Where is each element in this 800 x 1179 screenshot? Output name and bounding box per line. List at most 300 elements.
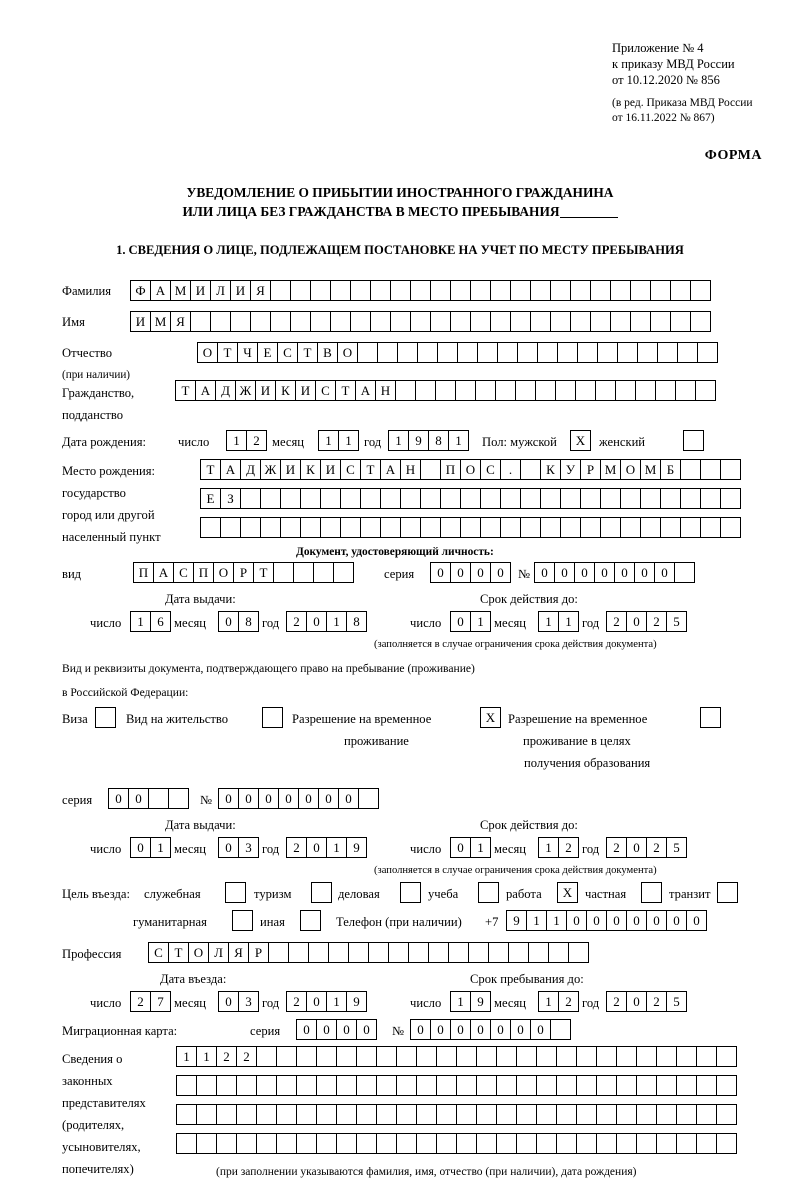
- cell[interactable]: 0: [634, 562, 655, 583]
- cell[interactable]: А: [153, 562, 174, 583]
- name-input[interactable]: [130, 311, 710, 332]
- cell[interactable]: [610, 280, 631, 301]
- cell[interactable]: [320, 488, 341, 509]
- cell[interactable]: [620, 488, 641, 509]
- cell[interactable]: [435, 380, 456, 401]
- cell[interactable]: [316, 1075, 337, 1096]
- cell[interactable]: [570, 311, 591, 332]
- cell[interactable]: [470, 311, 491, 332]
- cell[interactable]: [640, 488, 661, 509]
- cell[interactable]: 1: [546, 910, 567, 931]
- cell[interactable]: [468, 942, 489, 963]
- cell[interactable]: [450, 280, 471, 301]
- cell[interactable]: [477, 342, 498, 363]
- cell[interactable]: [436, 1046, 457, 1067]
- profession-input[interactable]: [148, 942, 588, 963]
- cell[interactable]: 6: [150, 611, 171, 632]
- cell[interactable]: [370, 280, 391, 301]
- cell[interactable]: [476, 1046, 497, 1067]
- cell[interactable]: [356, 1104, 377, 1125]
- cell[interactable]: [656, 1104, 677, 1125]
- cell[interactable]: 1: [338, 430, 359, 451]
- cell[interactable]: [657, 342, 678, 363]
- cell[interactable]: 2: [216, 1046, 237, 1067]
- cell[interactable]: Т: [200, 459, 221, 480]
- cell[interactable]: [517, 342, 538, 363]
- cell[interactable]: [615, 380, 636, 401]
- cell[interactable]: 1: [450, 991, 471, 1012]
- cell[interactable]: 0: [410, 1019, 431, 1040]
- cell[interactable]: [696, 1046, 717, 1067]
- cell[interactable]: [380, 517, 401, 538]
- cell[interactable]: [620, 517, 641, 538]
- cell[interactable]: [308, 942, 329, 963]
- cell[interactable]: [576, 1104, 597, 1125]
- cell[interactable]: 8: [346, 611, 367, 632]
- cell[interactable]: [596, 1046, 617, 1067]
- cell[interactable]: [240, 488, 261, 509]
- cell[interactable]: [480, 488, 501, 509]
- cell[interactable]: [590, 280, 611, 301]
- cell[interactable]: [336, 1104, 357, 1125]
- cell[interactable]: [276, 1133, 297, 1154]
- cell[interactable]: 0: [218, 788, 239, 809]
- cell[interactable]: [356, 1046, 377, 1067]
- cell[interactable]: О: [337, 342, 358, 363]
- cell[interactable]: [680, 459, 701, 480]
- cell[interactable]: [300, 488, 321, 509]
- legal-rep-row-1-input[interactable]: [176, 1046, 736, 1067]
- cell[interactable]: [576, 1046, 597, 1067]
- cell[interactable]: [695, 380, 716, 401]
- cell[interactable]: [700, 488, 721, 509]
- cell[interactable]: [530, 311, 551, 332]
- cell[interactable]: [537, 342, 558, 363]
- cell[interactable]: [290, 311, 311, 332]
- cell[interactable]: [196, 1133, 217, 1154]
- cell[interactable]: [320, 517, 341, 538]
- cell[interactable]: [556, 1104, 577, 1125]
- cell[interactable]: [600, 517, 621, 538]
- cell[interactable]: [210, 311, 231, 332]
- cell[interactable]: Ж: [260, 459, 281, 480]
- stay-until-year-input[interactable]: [606, 991, 686, 1012]
- cell[interactable]: [636, 1075, 657, 1096]
- cell[interactable]: [148, 788, 169, 809]
- cell[interactable]: М: [600, 459, 621, 480]
- cell[interactable]: Л: [210, 280, 231, 301]
- cell[interactable]: [610, 311, 631, 332]
- cell[interactable]: 0: [510, 1019, 531, 1040]
- cell[interactable]: [437, 342, 458, 363]
- cell[interactable]: [630, 280, 651, 301]
- cell[interactable]: [256, 1046, 277, 1067]
- cell[interactable]: [293, 562, 314, 583]
- cell[interactable]: [700, 517, 721, 538]
- cell[interactable]: [660, 488, 681, 509]
- cell[interactable]: [290, 280, 311, 301]
- cell[interactable]: 7: [150, 991, 171, 1012]
- cell[interactable]: [520, 517, 541, 538]
- cell[interactable]: 0: [614, 562, 635, 583]
- cell[interactable]: 1: [526, 910, 547, 931]
- cell[interactable]: Т: [360, 459, 381, 480]
- cell[interactable]: [276, 1046, 297, 1067]
- cell[interactable]: [436, 1075, 457, 1096]
- cell[interactable]: Т: [168, 942, 189, 963]
- cell[interactable]: [640, 517, 661, 538]
- cell[interactable]: С: [148, 942, 169, 963]
- cell[interactable]: М: [150, 311, 171, 332]
- cell[interactable]: [476, 1104, 497, 1125]
- migration-number-input[interactable]: [410, 1019, 570, 1040]
- cell[interactable]: [616, 1133, 637, 1154]
- cell[interactable]: Н: [400, 459, 421, 480]
- cell[interactable]: [330, 311, 351, 332]
- cell[interactable]: [420, 517, 441, 538]
- cell[interactable]: 2: [646, 991, 667, 1012]
- cell[interactable]: .: [500, 459, 521, 480]
- residence-permit-checkbox[interactable]: [262, 707, 283, 728]
- cell[interactable]: 0: [356, 1019, 377, 1040]
- cell[interactable]: 9: [506, 910, 527, 931]
- cell[interactable]: 0: [430, 562, 451, 583]
- cell[interactable]: 0: [278, 788, 299, 809]
- cell[interactable]: [276, 1104, 297, 1125]
- cell[interactable]: [456, 1133, 477, 1154]
- cell[interactable]: [316, 1104, 337, 1125]
- cell[interactable]: [400, 488, 421, 509]
- cell[interactable]: 0: [306, 991, 327, 1012]
- cell[interactable]: 0: [450, 837, 471, 858]
- cell[interactable]: 1: [448, 430, 469, 451]
- cell[interactable]: [456, 1046, 477, 1067]
- cell[interactable]: Т: [297, 342, 318, 363]
- cell[interactable]: Е: [257, 342, 278, 363]
- cell[interactable]: [475, 380, 496, 401]
- cell[interactable]: А: [220, 459, 241, 480]
- cell[interactable]: [336, 1133, 357, 1154]
- cell[interactable]: [650, 280, 671, 301]
- cell[interactable]: [236, 1104, 257, 1125]
- cell[interactable]: [676, 1075, 697, 1096]
- stay-valid-year-input[interactable]: [606, 837, 686, 858]
- cell[interactable]: [540, 517, 561, 538]
- cell[interactable]: У: [560, 459, 581, 480]
- cell[interactable]: [676, 1133, 697, 1154]
- cell[interactable]: А: [355, 380, 376, 401]
- cell[interactable]: 2: [130, 991, 151, 1012]
- cell[interactable]: [270, 311, 291, 332]
- cell[interactable]: [376, 1133, 397, 1154]
- cell[interactable]: [616, 1046, 637, 1067]
- cell[interactable]: 1: [538, 991, 559, 1012]
- cell[interactable]: 2: [558, 837, 579, 858]
- sex-male-checkbox[interactable]: Х: [570, 430, 591, 451]
- stay-valid-month-input[interactable]: [538, 837, 578, 858]
- cell[interactable]: 0: [318, 788, 339, 809]
- cell[interactable]: И: [320, 459, 341, 480]
- cell[interactable]: [260, 488, 281, 509]
- cell[interactable]: [196, 1075, 217, 1096]
- cell[interactable]: 2: [286, 611, 307, 632]
- cell[interactable]: [675, 380, 696, 401]
- cell[interactable]: 0: [470, 1019, 491, 1040]
- purpose-option-checkbox-1[interactable]: [311, 882, 332, 903]
- cell[interactable]: [270, 280, 291, 301]
- cell[interactable]: [536, 1075, 557, 1096]
- legal-rep-row-4-input[interactable]: [176, 1133, 736, 1154]
- identity-issue-year-input[interactable]: [286, 611, 366, 632]
- cell[interactable]: 0: [336, 1019, 357, 1040]
- cell[interactable]: 2: [286, 991, 307, 1012]
- birth-month-input[interactable]: [318, 430, 358, 451]
- cell[interactable]: О: [620, 459, 641, 480]
- cell[interactable]: 0: [238, 788, 259, 809]
- cell[interactable]: [250, 311, 271, 332]
- cell[interactable]: П: [133, 562, 154, 583]
- identity-doc-number-input[interactable]: [534, 562, 694, 583]
- cell[interactable]: [530, 280, 551, 301]
- cell[interactable]: 0: [218, 837, 239, 858]
- cell[interactable]: А: [195, 380, 216, 401]
- cell[interactable]: [550, 280, 571, 301]
- cell[interactable]: [716, 1075, 737, 1096]
- cell[interactable]: [696, 1133, 717, 1154]
- purpose-option-checkbox-6[interactable]: [717, 882, 738, 903]
- cell[interactable]: [288, 942, 309, 963]
- cell[interactable]: [528, 942, 549, 963]
- cell[interactable]: [176, 1133, 197, 1154]
- cell[interactable]: [480, 517, 501, 538]
- cell[interactable]: [396, 1133, 417, 1154]
- cell[interactable]: 0: [306, 611, 327, 632]
- cell[interactable]: 0: [530, 1019, 551, 1040]
- cell[interactable]: 0: [626, 611, 647, 632]
- cell[interactable]: [476, 1133, 497, 1154]
- cell[interactable]: [200, 517, 221, 538]
- cell[interactable]: 2: [558, 991, 579, 1012]
- cell[interactable]: [380, 488, 401, 509]
- cell[interactable]: И: [130, 311, 151, 332]
- cell[interactable]: [596, 1133, 617, 1154]
- cell[interactable]: [440, 488, 461, 509]
- cell[interactable]: 0: [450, 562, 471, 583]
- cell[interactable]: [396, 1075, 417, 1096]
- cell[interactable]: [670, 311, 691, 332]
- cell[interactable]: [556, 1046, 577, 1067]
- cell[interactable]: [508, 942, 529, 963]
- cell[interactable]: [495, 380, 516, 401]
- cell[interactable]: [376, 1046, 397, 1067]
- cell[interactable]: И: [190, 280, 211, 301]
- cell[interactable]: [720, 488, 741, 509]
- cell[interactable]: Т: [175, 380, 196, 401]
- cell[interactable]: [356, 1133, 377, 1154]
- visa-checkbox[interactable]: [95, 707, 116, 728]
- cell[interactable]: [368, 942, 389, 963]
- cell[interactable]: Б: [660, 459, 681, 480]
- cell[interactable]: [496, 1075, 517, 1096]
- cell[interactable]: [428, 942, 449, 963]
- cell[interactable]: [168, 788, 189, 809]
- cell[interactable]: 8: [238, 611, 259, 632]
- cell[interactable]: 0: [490, 1019, 511, 1040]
- cell[interactable]: [690, 280, 711, 301]
- cell[interactable]: [430, 280, 451, 301]
- cell[interactable]: [520, 459, 541, 480]
- cell[interactable]: [416, 1046, 437, 1067]
- cell[interactable]: [360, 488, 381, 509]
- birthplace-row-1-input[interactable]: [200, 459, 740, 480]
- cell[interactable]: [470, 280, 491, 301]
- cell[interactable]: [676, 1104, 697, 1125]
- cell[interactable]: 1: [538, 837, 559, 858]
- cell[interactable]: [637, 342, 658, 363]
- cell[interactable]: [420, 488, 441, 509]
- cell[interactable]: [240, 517, 261, 538]
- cell[interactable]: [348, 942, 369, 963]
- legal-rep-row-2-input[interactable]: [176, 1075, 736, 1096]
- cell[interactable]: 0: [574, 562, 595, 583]
- cell[interactable]: [400, 517, 421, 538]
- cell[interactable]: 0: [218, 991, 239, 1012]
- cell[interactable]: [457, 342, 478, 363]
- cell[interactable]: 1: [538, 611, 559, 632]
- cell[interactable]: [316, 1046, 337, 1067]
- cell[interactable]: [510, 280, 531, 301]
- cell[interactable]: Р: [580, 459, 601, 480]
- cell[interactable]: С: [340, 459, 361, 480]
- cell[interactable]: 1: [226, 430, 247, 451]
- cell[interactable]: 3: [238, 837, 259, 858]
- cell[interactable]: 2: [246, 430, 267, 451]
- cell[interactable]: А: [380, 459, 401, 480]
- cell[interactable]: [360, 517, 381, 538]
- purpose-option-checkbox-3[interactable]: [478, 882, 499, 903]
- cell[interactable]: [256, 1104, 277, 1125]
- cell[interactable]: [280, 517, 301, 538]
- legal-rep-row-3-input[interactable]: [176, 1104, 736, 1125]
- cell[interactable]: К: [540, 459, 561, 480]
- cell[interactable]: [300, 517, 321, 538]
- cell[interactable]: [690, 311, 711, 332]
- cell[interactable]: 0: [654, 562, 675, 583]
- cell[interactable]: [440, 517, 461, 538]
- cell[interactable]: [416, 1133, 437, 1154]
- cell[interactable]: [260, 517, 281, 538]
- cell[interactable]: 3: [238, 991, 259, 1012]
- cell[interactable]: [548, 942, 569, 963]
- cell[interactable]: 0: [450, 611, 471, 632]
- cell[interactable]: [636, 1133, 657, 1154]
- cell[interactable]: А: [150, 280, 171, 301]
- cell[interactable]: [376, 1075, 397, 1096]
- cell[interactable]: С: [173, 562, 194, 583]
- cell[interactable]: [536, 1046, 557, 1067]
- stay-doc-series-input[interactable]: [108, 788, 188, 809]
- purpose-option-checkbox-0[interactable]: [225, 882, 246, 903]
- cell[interactable]: [396, 1104, 417, 1125]
- cell[interactable]: [696, 1075, 717, 1096]
- cell[interactable]: 0: [306, 837, 327, 858]
- cell[interactable]: 2: [606, 837, 627, 858]
- cell[interactable]: [397, 342, 418, 363]
- cell[interactable]: [280, 488, 301, 509]
- cell[interactable]: [357, 342, 378, 363]
- cell[interactable]: З: [220, 488, 241, 509]
- cell[interactable]: 1: [130, 611, 151, 632]
- cell[interactable]: [676, 1046, 697, 1067]
- cell[interactable]: [176, 1104, 197, 1125]
- purpose-option-checkbox-4[interactable]: Х: [557, 882, 578, 903]
- cell[interactable]: 0: [686, 910, 707, 931]
- cell[interactable]: [617, 342, 638, 363]
- cell[interactable]: [330, 280, 351, 301]
- cell[interactable]: 2: [286, 837, 307, 858]
- cell[interactable]: [336, 1075, 357, 1096]
- stay-issue-month-input[interactable]: [218, 837, 258, 858]
- cell[interactable]: [656, 1133, 677, 1154]
- cell[interactable]: [358, 788, 379, 809]
- cell[interactable]: Т: [253, 562, 274, 583]
- cell[interactable]: [408, 942, 429, 963]
- cell[interactable]: [336, 1046, 357, 1067]
- cell[interactable]: 1: [388, 430, 409, 451]
- cell[interactable]: Л: [208, 942, 229, 963]
- cell[interactable]: 0: [626, 837, 647, 858]
- cell[interactable]: [456, 1075, 477, 1096]
- cell[interactable]: [556, 1133, 577, 1154]
- cell[interactable]: [460, 517, 481, 538]
- cell[interactable]: [580, 488, 601, 509]
- cell[interactable]: Р: [233, 562, 254, 583]
- cell[interactable]: 0: [566, 910, 587, 931]
- cell[interactable]: [230, 311, 251, 332]
- cell[interactable]: [535, 380, 556, 401]
- cell[interactable]: [196, 1104, 217, 1125]
- cell[interactable]: [550, 311, 571, 332]
- edu-residence-checkbox[interactable]: [700, 707, 721, 728]
- cell[interactable]: [697, 342, 718, 363]
- purpose-option-checkbox-2[interactable]: [400, 882, 421, 903]
- cell[interactable]: [700, 459, 721, 480]
- cell[interactable]: 1: [196, 1046, 217, 1067]
- cell[interactable]: [580, 517, 601, 538]
- entry-month-input[interactable]: [218, 991, 258, 1012]
- cell[interactable]: [540, 488, 561, 509]
- cell[interactable]: [510, 311, 531, 332]
- cell[interactable]: [296, 1046, 317, 1067]
- cell[interactable]: [516, 1133, 537, 1154]
- cell[interactable]: [655, 380, 676, 401]
- cell[interactable]: [390, 280, 411, 301]
- purpose-option-checkbox-7[interactable]: [232, 910, 253, 931]
- cell[interactable]: [635, 380, 656, 401]
- cell[interactable]: [273, 562, 294, 583]
- cell[interactable]: [520, 488, 541, 509]
- cell[interactable]: [356, 1075, 377, 1096]
- cell[interactable]: 5: [666, 991, 687, 1012]
- cell[interactable]: [636, 1104, 657, 1125]
- cell[interactable]: [616, 1104, 637, 1125]
- cell[interactable]: [636, 1046, 657, 1067]
- sex-female-checkbox[interactable]: [683, 430, 704, 451]
- cell[interactable]: [395, 380, 416, 401]
- cell[interactable]: [720, 459, 741, 480]
- cell[interactable]: 1: [326, 837, 347, 858]
- cell[interactable]: [497, 342, 518, 363]
